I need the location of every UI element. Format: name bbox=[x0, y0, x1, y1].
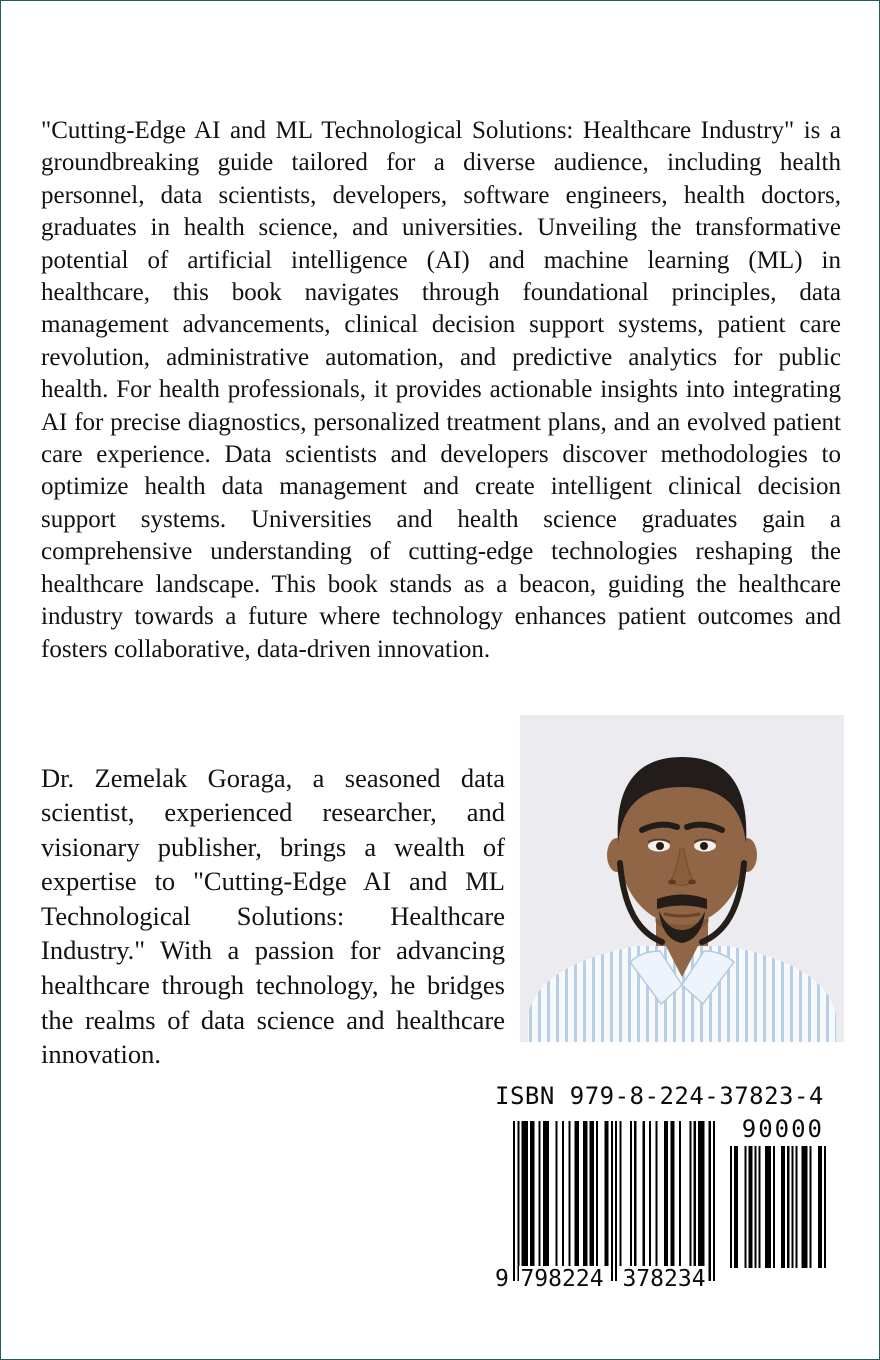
barcode-digits-group2: 378234 bbox=[622, 1266, 706, 1292]
author-portrait-illustration bbox=[520, 715, 844, 1042]
isbn-number-label: ISBN 979-8-224-37823-4 bbox=[495, 1082, 824, 1110]
author-bio: Dr. Zemelak Goraga, a seasoned data scientist, experienced researcher, and visionary publisher, brings a wealth of expertise to "Cutting-Edge AI and ML Technological Solutions: Healthcare Industry." With a passion for advancing healthcare through technology, he bridges the realms of data science and healthcare innovation. bbox=[41, 762, 505, 1070]
synopsis-paragraph: "Cutting-Edge AI and ML Technological Solutions: Healthcare Industry" is a groundbreaking guide tailored for a diverse audience, including health personnel, data scientists, developers, software engineers, health doctors, graduates in health science, and universities. Unveiling the transformative potential of artificial intelligence (AI) and machine learning (ML) in healthcare, this book navigates through foundational principles, data management advancements, clinical decision support systems, patient care revolution, administrative automation, and predictive analytics for public health. For health professionals, it provides actionable insights into integrating AI for precise diagnostics, personalized treatment plans, and an evolved patient care experience. Data scientists and developers discover methodologies to optimize health data management and create intelligent clinical decision support systems. Universities and health science graduates gain a comprehensive understanding of cutting-edge technologies reshaping the healthcare landscape. This book stands as a beacon, guiding the healthcare industry towards a future where technology enhances patient outcomes and fosters collaborative, data-driven innovation. bbox=[41, 117, 841, 663]
ean5-addon-barcode bbox=[728, 1115, 826, 1268]
barcode-lead-digit: 9 bbox=[495, 1266, 511, 1292]
ean5-bars bbox=[728, 1146, 826, 1268]
ean13-barcode bbox=[495, 1121, 715, 1293]
addon-price-code: 90000 bbox=[741, 1115, 824, 1143]
author-photo bbox=[520, 715, 844, 1042]
barcode-digits-group1: 798224 bbox=[520, 1266, 604, 1292]
ean13-bars bbox=[513, 1121, 715, 1281]
